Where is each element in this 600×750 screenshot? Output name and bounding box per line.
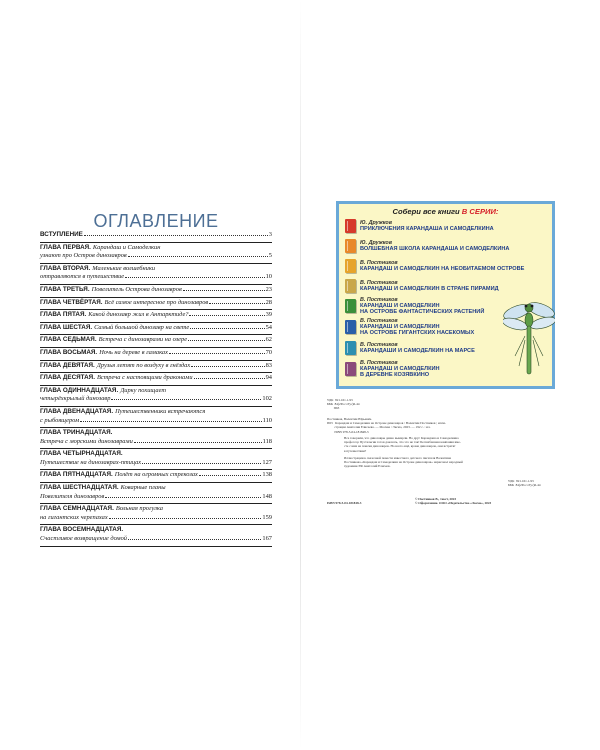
chapter-name: ГЛАВА ТРЕТЬЯ. — [40, 285, 90, 293]
chapter-name: ГЛАВА ВОСЬМАЯ. — [40, 348, 98, 356]
illustrator-note: Иллюстрации к сказочной повести известного детского писателя Валентина Постникова «Карандаш и Самоделкин на Острове динозавров» нарисовал народный художник РФ Анатолий Елисеев. — [344, 456, 463, 469]
leader-dots — [191, 366, 264, 367]
page-number: 94 — [265, 374, 272, 382]
toc-line — [40, 395, 272, 404]
isbn: ISBN 978-5-04-181848-3 — [327, 501, 362, 505]
series-book — [345, 298, 484, 314]
table-of-contents — [40, 230, 272, 547]
chapter-title: четырёхкрылый динозавр — [40, 395, 111, 403]
toc-line — [40, 535, 272, 544]
chapter-title: Полёт на огромных стрекозах — [114, 471, 198, 479]
page-number: 5 — [268, 252, 272, 260]
leader-dots — [189, 315, 264, 316]
book-author: В. Постников — [360, 341, 398, 348]
book-title: КАРАНДАШ И САМОДЕЛКИН НА ОСТРОВЕ ГИГАНТСКИХ НАСЕКОМЫХ — [360, 323, 475, 337]
chapter-title: Дирку похищает — [120, 386, 166, 394]
toc-entry — [40, 386, 272, 407]
toc-entry — [40, 323, 272, 336]
chapter-title: Путешественники встречаются — [115, 407, 206, 415]
page-number: 3 — [268, 231, 272, 238]
toc-line — [40, 273, 272, 282]
book-title: КАРАНДАШ И САМОДЕЛКИН В СТРАНЕ ПИРАМИД — [360, 286, 499, 292]
page-number: 39 — [265, 311, 272, 319]
page-number: 28 — [265, 298, 272, 306]
book-author: В. Постников — [360, 259, 398, 266]
toc-entry — [40, 504, 272, 525]
toc-entry — [40, 373, 272, 386]
chapter-title: Всё самое интересное про динозавров — [104, 298, 209, 306]
leader-dots — [169, 353, 265, 354]
toc-line — [40, 362, 272, 371]
series-heading: Собери все книги В СЕРИИ: — [392, 207, 499, 216]
chapter-name: ГЛАВА ПЕРВАЯ. — [40, 243, 91, 251]
book-title: ВОЛШЕБНАЯ ШКОЛА КАРАНДАША И САМОДЕЛКИНА — [360, 246, 510, 252]
toc-entry — [40, 483, 272, 504]
toc-entry — [40, 298, 272, 311]
chapter-name: ГЛАВА ТРИНАДЦАТАЯ. — [40, 429, 113, 437]
toc-line — [40, 299, 272, 308]
toc-line — [40, 324, 272, 333]
toc-entry — [40, 264, 272, 285]
series-box — [336, 201, 555, 389]
series-book — [345, 278, 499, 294]
page-number: 62 — [265, 336, 272, 344]
toc-entry — [40, 348, 272, 361]
page-number: 138 — [262, 471, 272, 479]
toc-line — [40, 438, 272, 447]
book-cover-icon — [345, 362, 356, 376]
toc-title: ОГЛАВЛЕНИЕ — [93, 211, 219, 231]
toc-line — [40, 374, 272, 383]
chapter-name: ГЛАВА ПЯТАЯ. — [40, 311, 87, 319]
bibliographic-record: Постников, Валентин Юрьевич. П63 Карандаш и Самоделкин на Острове динозавров / Валентин Постников ; илли- страции Анатолия Елисеева. — Москва : Эксмо, 2023. — 192 с. : ил. ISBN 978-5-04-181848-3 — [327, 417, 446, 434]
chapter-name: ГЛАВА ПЯТНАДЦАТАЯ. — [40, 471, 113, 479]
toc-line — [40, 417, 272, 426]
chapter-name: ГЛАВА СЕДЬМАЯ. — [40, 336, 97, 344]
leader-dots — [80, 421, 261, 422]
toc-line — [40, 231, 272, 240]
leader-dots — [209, 303, 264, 304]
toc-entry — [40, 470, 272, 483]
chapter-title: Какой динозавр жил в Антарктиде? — [88, 311, 189, 319]
leader-dots — [84, 235, 268, 236]
book-cover-icon — [345, 320, 356, 334]
book-title: КАРАНДАШ И САМОДЕЛКИН В ДЕРЕВНЕ КОЗЯВКИНО — [360, 365, 440, 379]
udk-code-secondary: УДК 821.161.1-93 ББК 84(2Рос=Рус)6-44 — [508, 479, 541, 488]
series-book — [345, 319, 474, 335]
page-number: 23 — [265, 285, 272, 293]
page-number: 54 — [265, 323, 272, 331]
page-number: 102 — [262, 395, 272, 403]
book-author: Ю. Дружков — [360, 239, 392, 246]
chapter-name: ГЛАВА ШЕСТАЯ. — [40, 323, 93, 331]
chapter-name: ГЛАВА ВТОРАЯ. — [40, 264, 91, 272]
chapter-name: ГЛАВА ЧЕТВЁРТАЯ. — [40, 298, 103, 306]
book-author: В. Постников — [360, 279, 398, 286]
chapter-title: с рыбоящером — [40, 416, 80, 424]
book-title: КАРАНДАШ И САМОДЕЛКИН НА НЕОБИТАЕМОМ ОСТРОВЕ — [360, 266, 525, 272]
chapter-title: Счастливое возвращение домой — [40, 535, 127, 543]
toc-entry — [40, 243, 272, 264]
chapter-title: на гигантских черепахах — [40, 513, 108, 521]
page-fold — [300, 0, 301, 750]
chapter-title: Повелитель Острова динозавров — [91, 285, 182, 293]
book-title: КАРАНДАШ И САМОДЕЛКИН НА ОСТРОВЕ ФАНТАСТИЧЕСКИХ РАСТЕНИЙ — [360, 302, 485, 316]
leader-dots — [111, 399, 261, 400]
leader-dots — [128, 539, 261, 540]
chapter-title: Маленькие волшебники — [92, 264, 156, 272]
chapter-title: Ночь на дереве в гамаках — [99, 348, 168, 356]
chapter-name: ГЛАВА ШЕСТНАДЦАТАЯ. — [40, 484, 119, 492]
udk-code: УДК 821.161.1-93 ББК 84(2Рос=Рус)6-44 П63 — [327, 398, 360, 411]
page-number: 110 — [262, 416, 272, 424]
leader-dots — [199, 475, 262, 476]
page-number: 70 — [265, 348, 272, 356]
leader-dots — [128, 256, 268, 257]
toc-line — [40, 505, 272, 514]
chapter-title: Повелителя динозавров — [40, 492, 105, 500]
leader-dots — [188, 340, 265, 341]
leader-dots — [134, 442, 262, 443]
chapter-title: Встреча с морскими динозаврами — [40, 437, 133, 445]
leader-dots — [109, 518, 262, 519]
toc-line — [40, 408, 272, 417]
book-title: КАРАНДАШИ И САМОДЕЛКИН НА МАРСЕ — [360, 348, 475, 354]
toc-line — [40, 484, 272, 493]
dragonfly-illustration — [503, 296, 555, 386]
chapter-title: Встреча с динозаврами на озере — [98, 336, 188, 344]
chapter-name: ГЛАВА ОДИННАДЦАТАЯ. — [40, 386, 119, 394]
series-book — [345, 340, 475, 356]
toc-line — [40, 429, 272, 438]
toc-entry — [40, 407, 272, 428]
chapter-title: Карандаш и Самоделкин — [92, 243, 161, 251]
toc-line — [40, 459, 272, 468]
book-author: В. Постников — [360, 359, 398, 366]
chapter-name: ГЛАВА СЕМНАДЦАТАЯ. — [40, 505, 114, 513]
page-number: 159 — [262, 513, 272, 521]
toc-line — [40, 450, 272, 459]
toc-line — [40, 244, 272, 253]
leader-dots — [125, 277, 264, 278]
chapter-name: ГЛАВА ВОСЕМНАДЦАТАЯ. — [40, 526, 124, 534]
book-cover-icon — [345, 341, 356, 355]
leader-dots — [190, 328, 264, 329]
toc-entry — [40, 361, 272, 374]
page-number: 10 — [265, 273, 272, 281]
toc-line — [40, 526, 272, 535]
page-number: 127 — [262, 458, 272, 466]
book-cover-icon — [345, 279, 356, 293]
book-cover-icon — [345, 219, 356, 233]
toc-entry — [40, 230, 272, 243]
toc-line — [40, 514, 272, 523]
series-book — [345, 238, 509, 254]
leader-dots — [183, 290, 265, 291]
toc-entry — [40, 525, 272, 546]
page-number: 83 — [265, 361, 272, 369]
toc-line — [40, 493, 272, 502]
page-number: 118 — [262, 437, 272, 445]
chapter-name: ГЛАВА ЧЕТЫРНАДЦАТАЯ. — [40, 450, 123, 458]
toc-line — [40, 471, 272, 480]
book-author: Ю. Дружков — [360, 219, 392, 226]
book-author: В. Постников — [360, 296, 398, 303]
leader-dots — [142, 463, 261, 464]
toc-entry — [40, 335, 272, 348]
book-cover-icon — [345, 239, 356, 253]
series-book — [345, 258, 524, 274]
chapter-title: Путешествие на динозаврах-птицах — [40, 458, 142, 466]
chapter-title: Друзья летят по воздуху в гнёздах — [96, 361, 191, 369]
toc-line — [40, 387, 272, 396]
page-number: 167 — [262, 535, 272, 543]
chapter-name: ГЛАВА ДЕВЯТАЯ. — [40, 361, 95, 369]
copyright: © Постников В., текст, 2023 © Оформление. ООО «Издательство «Эксмо», 2023 — [415, 497, 492, 506]
chapter-title: Самый большой динозавр на свете — [94, 323, 190, 331]
toc-line — [40, 336, 272, 345]
book-cover-icon — [345, 259, 356, 273]
chapter-title: Вольная прогулка — [115, 505, 163, 513]
book-cover-icon — [345, 299, 356, 313]
page-number: 148 — [262, 492, 272, 500]
toc-entry — [40, 449, 272, 470]
series-book — [345, 361, 440, 377]
toc-line — [40, 265, 272, 274]
chapter-title: Коварные планы — [120, 484, 166, 492]
toc-entry — [40, 428, 272, 449]
chapter-title: Встреча с настоящими драконами — [96, 374, 193, 382]
chapter-name: ГЛАВА ДЕСЯТАЯ. — [40, 374, 95, 382]
chapter-name: ВСТУПЛЕНИЕ — [40, 231, 83, 238]
chapter-title: отправляются в путешествие — [40, 273, 125, 281]
chapter-name: ГЛАВА ДВЕНАДЦАТАЯ. — [40, 407, 114, 415]
series-book — [345, 218, 494, 234]
book-title: ПРИКЛЮЧЕНИЯ КАРАНДАША И САМОДЕЛКИНА — [360, 226, 494, 232]
toc-entry — [40, 285, 272, 298]
chapter-title: узнают про Остров динозавров — [40, 252, 127, 260]
leader-dots — [105, 497, 261, 498]
toc-line — [40, 311, 272, 320]
book-author: В. Постников — [360, 317, 398, 324]
annotation: Все говорили, что динозавры давно вымерли. Но друг Карандашa и Самоделкина профессор Пустельгин готов доказать, что это не так! Бесшабашная компания вме- сте с ним на поиски динозавров. Но всего ещё, кроме динозавров, они встретят в путешествии? — [344, 436, 461, 453]
toc-line — [40, 349, 272, 358]
toc-line — [40, 252, 272, 261]
toc-entry — [40, 310, 272, 323]
toc-line — [40, 286, 272, 295]
leader-dots — [194, 378, 265, 379]
